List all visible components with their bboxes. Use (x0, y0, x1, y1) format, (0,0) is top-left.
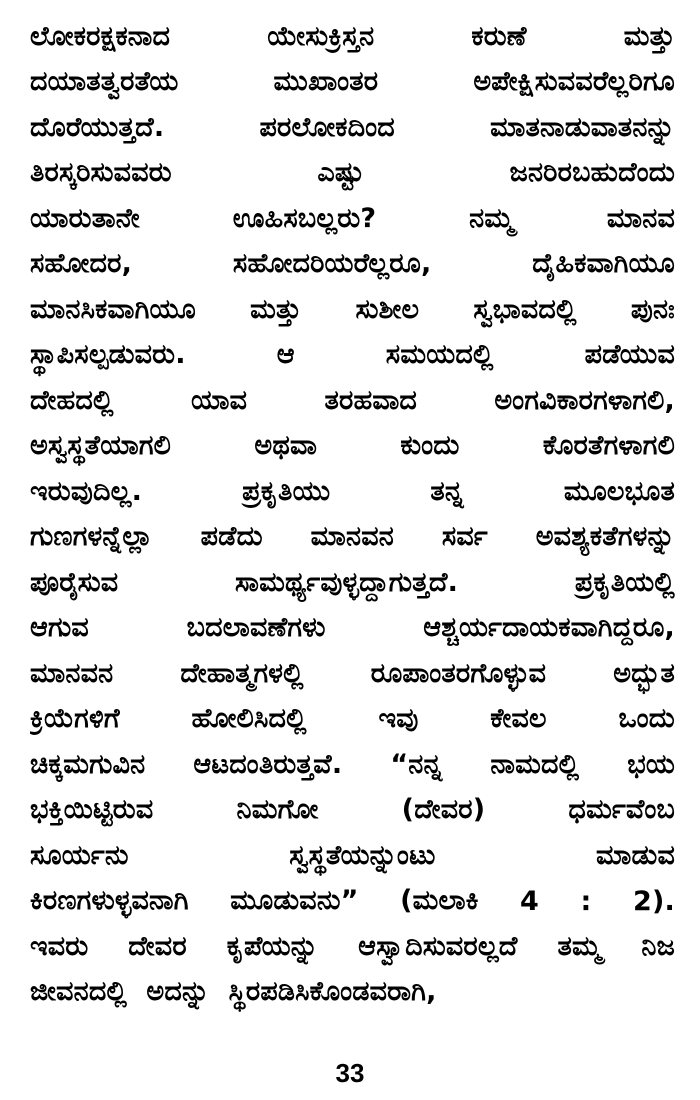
word: ಜನರಿರಬಹುದೆಂದು (509, 157, 675, 189)
word: ಭಕ್ತಿಯಿಟ್ಟಿರುವ (30, 794, 154, 826)
word: ಸುಶೀಲ (355, 293, 420, 325)
word: ಆಶ್ಚರ್ಯದಾಯಕವಾಗಿದ್ದರೂ, (423, 612, 675, 644)
word: ಅದ್ಭುತ (613, 657, 675, 689)
word: ಪರಲೋಕದಿಂದ (259, 111, 395, 143)
word: ಧರ್ಮವೆಂಬ (568, 794, 675, 826)
word: ಚಿಕ್ಕಮಗುವಿನ (30, 748, 146, 780)
word: ಕ್ರಿಯೆಗಳಿಗೆ (30, 703, 120, 735)
word: ಬದಲಾವಣೆಗಳು (186, 612, 326, 644)
word: ತನ್ನ (430, 475, 464, 507)
word: ಪಡೆದು (200, 521, 263, 553)
word: ಭಯ (627, 748, 675, 780)
word: ಪ್ರಕೃತಿಯಲ್ಲಿ (574, 566, 675, 598)
text-line (30, 151, 675, 197)
word: ಕೊರತೆಗಳಾಗಲಿ (542, 430, 675, 462)
word: ಸರ್ವ (441, 521, 488, 553)
word: ಲೋಕರಕ್ಷಕನಾದ (30, 20, 171, 52)
text-line (30, 879, 675, 925)
word: ಕೇವಲ (490, 703, 547, 735)
word: ದೈಹಿಕವಾಗಿಯೂ (532, 248, 675, 280)
word: ಒಂದು (618, 703, 675, 735)
word: ಸಾಮರ್ಥ್ಯವುಳ್ಳದ್ದಾಗುತ್ತದೆ. (235, 566, 459, 598)
word: ಹೋಲಿಸಿದಲ್ಲಿ (191, 703, 307, 735)
word: ಆ (276, 339, 295, 371)
word: ಸಮಯದಲ್ಲಿ (385, 339, 494, 371)
word: ಮತ್ತು (250, 293, 302, 325)
text-line (30, 606, 675, 652)
word: ಮತ್ತು (623, 20, 675, 52)
word: ಕೃಪೆಯನ್ನು (226, 930, 319, 962)
word: ನಿಮಗೋ (236, 794, 319, 826)
word: ಕರುಣೆ (471, 20, 527, 52)
word: ಮಾತನಾಡುವಾತನನ್ನು (490, 111, 675, 143)
word: (ದೇವರ) (401, 794, 486, 826)
word: ಕಿರಣಗಳುಳ್ಳವನಾಗಿ (30, 885, 189, 917)
text-line (30, 742, 675, 788)
text-line (30, 287, 675, 333)
word: ತಿರಸ್ಕರಿಸುವವರು (30, 157, 172, 189)
word: (ಮಲಾಕಿ (400, 885, 479, 917)
word: ಆಟದಂತಿರುತ್ತವೆ. (193, 748, 343, 780)
word: ದೇವರ (128, 930, 187, 962)
word: ಎಷ್ಟು (317, 157, 365, 189)
text-line (30, 833, 675, 879)
text-line (30, 924, 675, 970)
word: 2). (633, 885, 675, 917)
text-line (30, 697, 675, 743)
text-line (30, 970, 675, 1016)
word: ತಮ್ಮ (557, 930, 602, 962)
word: ಪೂರೈಸುವ (30, 566, 119, 598)
word: ಆಗುವ (30, 612, 89, 644)
word: ಇವು (378, 703, 419, 735)
word: ಮಾಡುವ (596, 839, 675, 871)
word: ಯೇಸುಕ್ರಿಸ್ತನ (267, 20, 375, 52)
word: ಮಾನಸಿಕವಾಗಿಯೂ (30, 293, 196, 325)
word: ಅದನ್ನು (146, 976, 210, 1008)
word: ಯಾರುತಾನೇ (30, 202, 140, 234)
word: ಮೂಲಭೂತ (563, 475, 675, 507)
text-line (30, 333, 675, 379)
word: ಮಾನವ (606, 202, 675, 234)
word: ಮುಖಾಂತರ (273, 66, 379, 98)
word: ಪ್ರಕೃತಿಯು (242, 475, 331, 507)
word: ಪುನಃ (630, 293, 675, 325)
word: ಜೀವನದಲ್ಲಿ (30, 976, 128, 1008)
word: ಅಥವಾ (254, 430, 318, 462)
word: ರೂಪಾಂತರಗೊಳ್ಳುವ (370, 657, 547, 689)
word: ದೊರೆಯುತ್ತದೆ. (30, 111, 165, 143)
word: ಮಾನವನ (310, 521, 394, 553)
word: “ನನ್ನ (390, 748, 443, 780)
word: ಊಹಿಸಬಲ್ಲರು? (232, 202, 377, 234)
text-line (30, 651, 675, 697)
word: ಅವಶ್ಯಕತೆಗಳನ್ನು (535, 521, 675, 553)
body-text (30, 14, 675, 1015)
word: ನಾಮದಲ್ಲಿ (490, 748, 580, 780)
word: ಯಾವ (190, 384, 248, 416)
word: ಮೂಡುವನು” (230, 885, 359, 917)
word: ದೇಹಾತ್ಮಗಳಲ್ಲಿ (180, 657, 304, 689)
page-number: 33 (335, 1058, 365, 1088)
text-line (30, 788, 675, 834)
word: ಸ್ಥಾಪಿಸಲ್ಪಡುವರು. (30, 339, 186, 371)
word: ಸ್ಥಿರಪಡಿಸಿಕೊಂಡವರಾಗಿ, (228, 976, 437, 1008)
text-line (30, 242, 675, 288)
text-line (30, 469, 675, 515)
text-line (30, 196, 675, 242)
text-line (30, 515, 675, 561)
word: ಸ್ವಸ್ಥತೆಯನ್ನುಂಟು (289, 839, 436, 871)
word: ಮಾನವನ (30, 657, 114, 689)
text-line (30, 105, 675, 151)
word: 4 (520, 885, 540, 917)
word: ಸ್ವಭಾವದಲ್ಲಿ (473, 293, 577, 325)
word: ತರಹವಾದ (324, 384, 418, 416)
word: ನಮ್ಮ (469, 202, 514, 234)
word: ಕುಂದು (400, 430, 460, 462)
word: ಆಸ್ವಾದಿಸುವರಲ್ಲದೆ (358, 930, 518, 962)
word: : (580, 885, 592, 917)
word: ಸಹೋದರಿಯರೆಲ್ಲರೂ, (232, 248, 432, 280)
text-line (30, 424, 675, 470)
word: ಇರುವುದಿಲ್ಲ. (30, 475, 143, 507)
text-line (30, 378, 675, 424)
word: ಅಸ್ವಸ್ಥತೆಯಾಗಲಿ (30, 430, 172, 462)
word: ಇವರು (30, 930, 89, 962)
word: ಸೂರ್ಯನು (30, 839, 129, 871)
word: ಸಹೋದರ, (30, 248, 133, 280)
word: ಅಪೇಕ್ಷಿಸುವವರೆಲ್ಲರಿಗೂ (473, 66, 675, 98)
word: ನಿಜ (641, 930, 675, 962)
word: ದೇಹದಲ್ಲಿ (30, 384, 114, 416)
text-line (30, 560, 675, 606)
text-line (30, 14, 675, 60)
word: ಅಂಗವಿಕಾರಗಳಾಗಲಿ, (494, 384, 675, 416)
word: ಪಡೆಯುವ (584, 339, 675, 371)
text-line (30, 60, 675, 106)
word: ದಯಾತತ್ವರತೆಯ (30, 66, 179, 98)
word: ಗುಣಗಳನ್ನೆಲ್ಲಾ (30, 521, 153, 553)
